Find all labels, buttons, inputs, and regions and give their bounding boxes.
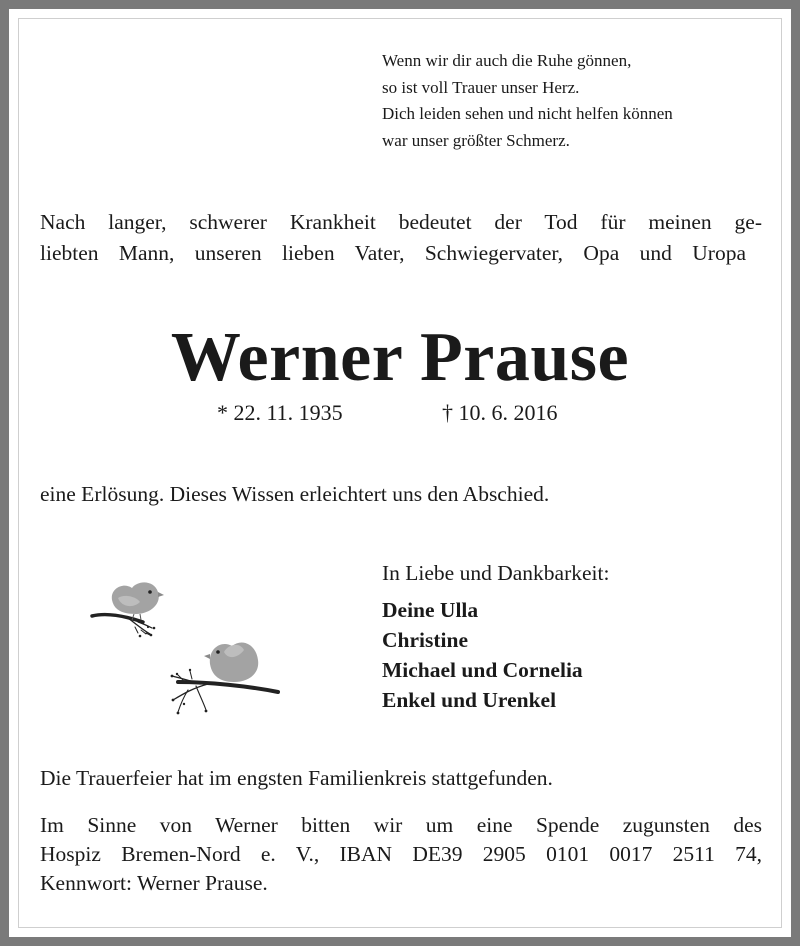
signer: Christine: [382, 628, 468, 652]
birth-date: * 22. 11. 1935: [217, 400, 343, 425]
signer: Enkel und Urenkel: [382, 688, 557, 712]
poem: [382, 48, 673, 154]
poem-line: Wenn wir dir auch die Ruhe gönnen,: [382, 51, 632, 70]
intro-line: liebten Mann, unseren lieben Vater, Schwiegervater, Opa und Uropa: [40, 241, 746, 265]
thanks-heading: In Liebe und Dankbarkeit:: [382, 561, 610, 585]
relief-text: eine Erlösung. Dieses Wissen erleichtert uns den Abschied.: [40, 482, 550, 506]
funeral-note: Die Trauerfeier hat im engsten Familienkreis stattgefunden.: [40, 766, 553, 790]
bird-icon: [204, 642, 258, 682]
signer: Michael und Cornelia: [382, 658, 583, 682]
poem-line: so ist voll Trauer unser Herz.: [382, 77, 580, 97]
death-date: † 10. 6. 2016: [442, 400, 558, 425]
donation-line: Hospiz Bremen-Nord e. V., IBAN DE39 2905 0101 0017 2511 74,: [40, 842, 762, 866]
signer: Deine Ulla: [382, 598, 479, 622]
upper-branch: [92, 615, 152, 635]
intro-text: [40, 207, 762, 269]
poem-line: Dich leiden sehen und nicht helfen können: [382, 104, 673, 123]
deceased-name: Werner Prause: [170, 319, 630, 396]
signers-list: [382, 595, 583, 715]
donation-text: [40, 811, 762, 898]
birds-illustration: [88, 570, 288, 730]
poem-line: war unser größter Schmerz.: [382, 130, 570, 150]
donation-line: Im Sinne von Werner bitten wir um eine Spende zugunsten des: [40, 813, 762, 837]
intro-line: Nach langer, schwerer Krankheit bedeutet der Tod für meinen ge-: [40, 210, 762, 234]
donation-line: Kennwort: Werner Prause.: [40, 871, 268, 895]
